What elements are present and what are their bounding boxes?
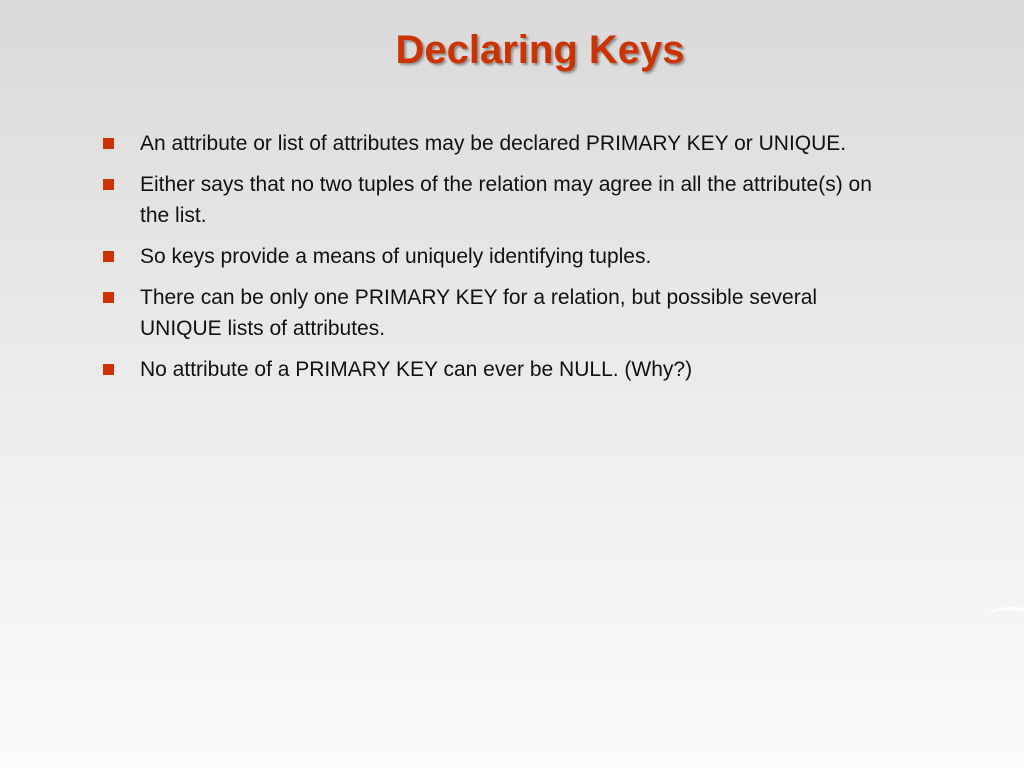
bullet-text: There can be only one PRIMARY KEY for a relation, but possible several UNIQUE lists of attributes.: [140, 286, 818, 340]
square-bullet-icon: [103, 251, 114, 262]
bullet-text: No attribute of a PRIMARY KEY can ever be NULL. (Why?): [140, 358, 693, 381]
square-bullet-icon: [103, 292, 114, 303]
bullet-item: [103, 354, 893, 385]
bullet-item: [103, 241, 893, 272]
bullet-item: [103, 128, 893, 159]
bullet-item: [103, 169, 893, 231]
bullet-list: [103, 128, 893, 395]
bullet-text: An attribute or list of attributes may be declared PRIMARY KEY or UNIQUE.: [140, 132, 847, 155]
bullet-item: [103, 282, 893, 344]
bullet-text: Either says that no two tuples of the relation may agree in all the attribute(s) on the list.: [140, 173, 872, 227]
decorative-swoosh: [984, 600, 1024, 620]
bullet-text: So keys provide a means of uniquely identifying tuples.: [140, 245, 652, 268]
square-bullet-icon: [103, 138, 114, 149]
square-bullet-icon: [103, 364, 114, 375]
square-bullet-icon: [103, 179, 114, 190]
slide-title: Declaring Keys: [395, 28, 685, 72]
